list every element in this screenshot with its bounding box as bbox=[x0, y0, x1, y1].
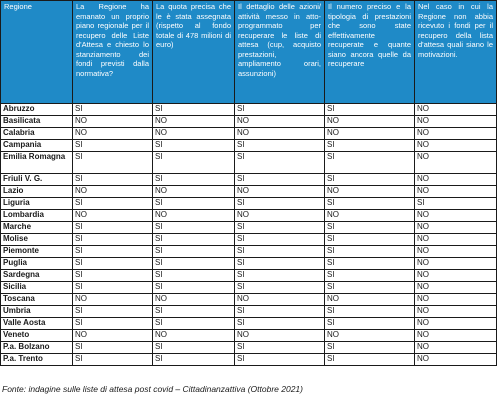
answer-cell: SI bbox=[235, 246, 325, 258]
table-row bbox=[1, 104, 497, 116]
answer-cell: SI bbox=[235, 104, 325, 116]
answer-cell: SI bbox=[73, 152, 153, 174]
answer-cell: SI bbox=[415, 198, 497, 210]
answer-cell: NO bbox=[415, 354, 497, 366]
region-name-cell: P.a. Bolzano bbox=[1, 342, 73, 354]
region-name-cell: Emilia Romagna bbox=[1, 152, 73, 174]
answer-cell: SI bbox=[153, 354, 235, 366]
header-question-1: La Regione ha emanato un proprio piano regionale per il recupero delle Liste d'Attesa e chiesto lo stanziamento dei fondi previsti dalla normativa? bbox=[73, 1, 153, 104]
answer-cell: SI bbox=[73, 342, 153, 354]
answer-cell: NO bbox=[415, 270, 497, 282]
answer-cell: SI bbox=[73, 104, 153, 116]
answer-cell: NO bbox=[235, 294, 325, 306]
region-name-cell: Veneto bbox=[1, 330, 73, 342]
answer-cell: SI bbox=[153, 306, 235, 318]
table-row bbox=[1, 198, 497, 210]
answer-cell: SI bbox=[73, 234, 153, 246]
answer-cell: NO bbox=[73, 330, 153, 342]
header-question-2: La quota precisa che le è stata assegnata (rispetto al fondo totale di 478 milioni di euro) bbox=[153, 1, 235, 104]
answer-cell: SI bbox=[73, 198, 153, 210]
source-note: Fonte: indagine sulle liste di attesa post covid – Cittadinanzattiva (Ottobre 2021) bbox=[2, 384, 303, 394]
answer-cell: SI bbox=[153, 318, 235, 330]
answer-cell: NO bbox=[73, 116, 153, 128]
region-name-cell: Lazio bbox=[1, 186, 73, 198]
answer-cell: SI bbox=[325, 270, 415, 282]
answer-cell: NO bbox=[73, 186, 153, 198]
answer-cell: SI bbox=[73, 222, 153, 234]
answer-cell: SI bbox=[153, 198, 235, 210]
answer-cell: SI bbox=[153, 222, 235, 234]
answer-cell: SI bbox=[153, 342, 235, 354]
answer-cell: SI bbox=[235, 342, 325, 354]
answer-cell: NO bbox=[153, 294, 235, 306]
region-name-cell: Liguria bbox=[1, 198, 73, 210]
answer-cell: NO bbox=[415, 258, 497, 270]
table-row bbox=[1, 246, 497, 258]
answer-cell: SI bbox=[235, 174, 325, 186]
header-row bbox=[1, 1, 497, 104]
answer-cell: SI bbox=[153, 174, 235, 186]
table-row bbox=[1, 306, 497, 318]
answer-cell: NO bbox=[415, 174, 497, 186]
answer-cell: SI bbox=[325, 104, 415, 116]
answer-cell: NO bbox=[325, 186, 415, 198]
answer-cell: SI bbox=[73, 140, 153, 152]
answer-cell: NO bbox=[153, 330, 235, 342]
table-body bbox=[1, 104, 497, 366]
table-row bbox=[1, 294, 497, 306]
answer-cell: NO bbox=[415, 294, 497, 306]
answer-cell: NO bbox=[415, 318, 497, 330]
answer-cell: SI bbox=[73, 174, 153, 186]
table-header bbox=[1, 1, 497, 104]
answer-cell: NO bbox=[325, 330, 415, 342]
table-row bbox=[1, 342, 497, 354]
table-row bbox=[1, 282, 497, 294]
answer-cell: SI bbox=[325, 140, 415, 152]
answer-cell: SI bbox=[325, 198, 415, 210]
answer-cell: SI bbox=[153, 104, 235, 116]
region-name-cell: Campania bbox=[1, 140, 73, 152]
header-region: Regione bbox=[1, 1, 73, 104]
answer-cell: SI bbox=[325, 222, 415, 234]
header-question-4: Il numero preciso e la tipologia di prestazioni che sono state effettivamente recuperate e quante siano ancora quelle da recuperare bbox=[325, 1, 415, 104]
answer-cell: NO bbox=[415, 128, 497, 140]
answer-cell: SI bbox=[325, 318, 415, 330]
header-question-5: Nel caso in cui la Regione non abbia ricevuto i fondi per il recupero della lista d'attesa quali siano le motivazioni. bbox=[415, 1, 497, 104]
region-name-cell: Calabria bbox=[1, 128, 73, 140]
answer-cell: NO bbox=[415, 342, 497, 354]
table-row bbox=[1, 222, 497, 234]
region-name-cell: Marche bbox=[1, 222, 73, 234]
answer-cell: SI bbox=[325, 246, 415, 258]
region-name-cell: Basilicata bbox=[1, 116, 73, 128]
answer-cell: SI bbox=[153, 234, 235, 246]
answer-cell: SI bbox=[235, 152, 325, 174]
answer-cell: SI bbox=[325, 152, 415, 174]
table-row bbox=[1, 258, 497, 270]
table-row bbox=[1, 128, 497, 140]
answer-cell: SI bbox=[73, 282, 153, 294]
answer-cell: NO bbox=[235, 330, 325, 342]
answer-cell: NO bbox=[415, 222, 497, 234]
answer-cell: NO bbox=[73, 210, 153, 222]
region-name-cell: Valle Aosta bbox=[1, 318, 73, 330]
answer-cell: SI bbox=[325, 306, 415, 318]
answer-cell: SI bbox=[325, 258, 415, 270]
answer-cell: NO bbox=[415, 116, 497, 128]
answer-cell: NO bbox=[235, 128, 325, 140]
answer-cell: SI bbox=[325, 234, 415, 246]
answer-cell: NO bbox=[325, 210, 415, 222]
answer-cell: NO bbox=[235, 186, 325, 198]
answer-cell: SI bbox=[153, 152, 235, 174]
answer-cell: SI bbox=[153, 270, 235, 282]
table-row bbox=[1, 174, 497, 186]
answer-cell: NO bbox=[73, 128, 153, 140]
answer-cell: NO bbox=[325, 128, 415, 140]
table-row bbox=[1, 140, 497, 152]
table-row bbox=[1, 330, 497, 342]
answer-cell: NO bbox=[235, 116, 325, 128]
answer-cell: SI bbox=[153, 282, 235, 294]
answer-cell: NO bbox=[415, 186, 497, 198]
region-name-cell: Molise bbox=[1, 234, 73, 246]
table-row bbox=[1, 210, 497, 222]
answer-cell: NO bbox=[325, 116, 415, 128]
answer-cell: NO bbox=[325, 294, 415, 306]
table-row bbox=[1, 116, 497, 128]
answer-cell: SI bbox=[235, 198, 325, 210]
answer-cell: SI bbox=[235, 282, 325, 294]
answer-cell: NO bbox=[415, 152, 497, 174]
answer-cell: SI bbox=[153, 140, 235, 152]
region-name-cell: Puglia bbox=[1, 258, 73, 270]
table-row bbox=[1, 318, 497, 330]
answer-cell: SI bbox=[235, 258, 325, 270]
region-name-cell: Sardegna bbox=[1, 270, 73, 282]
table-row bbox=[1, 234, 497, 246]
table-row bbox=[1, 354, 497, 366]
region-name-cell: Lombardia bbox=[1, 210, 73, 222]
answer-cell: NO bbox=[415, 246, 497, 258]
answer-cell: NO bbox=[415, 282, 497, 294]
answer-cell: SI bbox=[235, 270, 325, 282]
region-name-cell: Sicilia bbox=[1, 282, 73, 294]
region-name-cell: P.a. Trento bbox=[1, 354, 73, 366]
region-name-cell: Umbria bbox=[1, 306, 73, 318]
table-row bbox=[1, 186, 497, 198]
answer-cell: NO bbox=[153, 116, 235, 128]
answer-cell: NO bbox=[73, 294, 153, 306]
answer-cell: SI bbox=[73, 354, 153, 366]
answer-cell: SI bbox=[73, 246, 153, 258]
answer-cell: SI bbox=[153, 258, 235, 270]
answer-cell: NO bbox=[415, 330, 497, 342]
answer-cell: SI bbox=[235, 222, 325, 234]
answer-cell: SI bbox=[73, 318, 153, 330]
region-name-cell: Friuli V. G. bbox=[1, 174, 73, 186]
answer-cell: NO bbox=[415, 234, 497, 246]
table-row bbox=[1, 152, 497, 174]
answer-cell: NO bbox=[415, 210, 497, 222]
answer-cell: SI bbox=[325, 354, 415, 366]
answer-cell: SI bbox=[325, 282, 415, 294]
answer-cell: SI bbox=[235, 354, 325, 366]
answer-cell: SI bbox=[153, 246, 235, 258]
region-name-cell: Piemonte bbox=[1, 246, 73, 258]
answer-cell: NO bbox=[415, 104, 497, 116]
answer-cell: SI bbox=[235, 306, 325, 318]
answer-cell: NO bbox=[415, 306, 497, 318]
answer-cell: NO bbox=[235, 210, 325, 222]
answer-cell: SI bbox=[235, 318, 325, 330]
answer-cell: SI bbox=[325, 342, 415, 354]
answer-cell: NO bbox=[153, 128, 235, 140]
answer-cell: SI bbox=[325, 174, 415, 186]
region-name-cell: Toscana bbox=[1, 294, 73, 306]
answer-cell: SI bbox=[235, 234, 325, 246]
answer-cell: NO bbox=[415, 140, 497, 152]
region-name-cell: Abruzzo bbox=[1, 104, 73, 116]
answer-cell: NO bbox=[153, 186, 235, 198]
table-row bbox=[1, 270, 497, 282]
answer-cell: SI bbox=[73, 306, 153, 318]
answer-cell: SI bbox=[73, 270, 153, 282]
answer-cell: SI bbox=[73, 258, 153, 270]
header-question-3: Il dettaglio delle azioni/ attività messo in atto- programmato per recuperare le liste di attesa (cup, acquisto prestazioni, ampliamento orari, assunzioni) bbox=[235, 1, 325, 104]
answer-cell: SI bbox=[235, 140, 325, 152]
answer-cell: NO bbox=[153, 210, 235, 222]
